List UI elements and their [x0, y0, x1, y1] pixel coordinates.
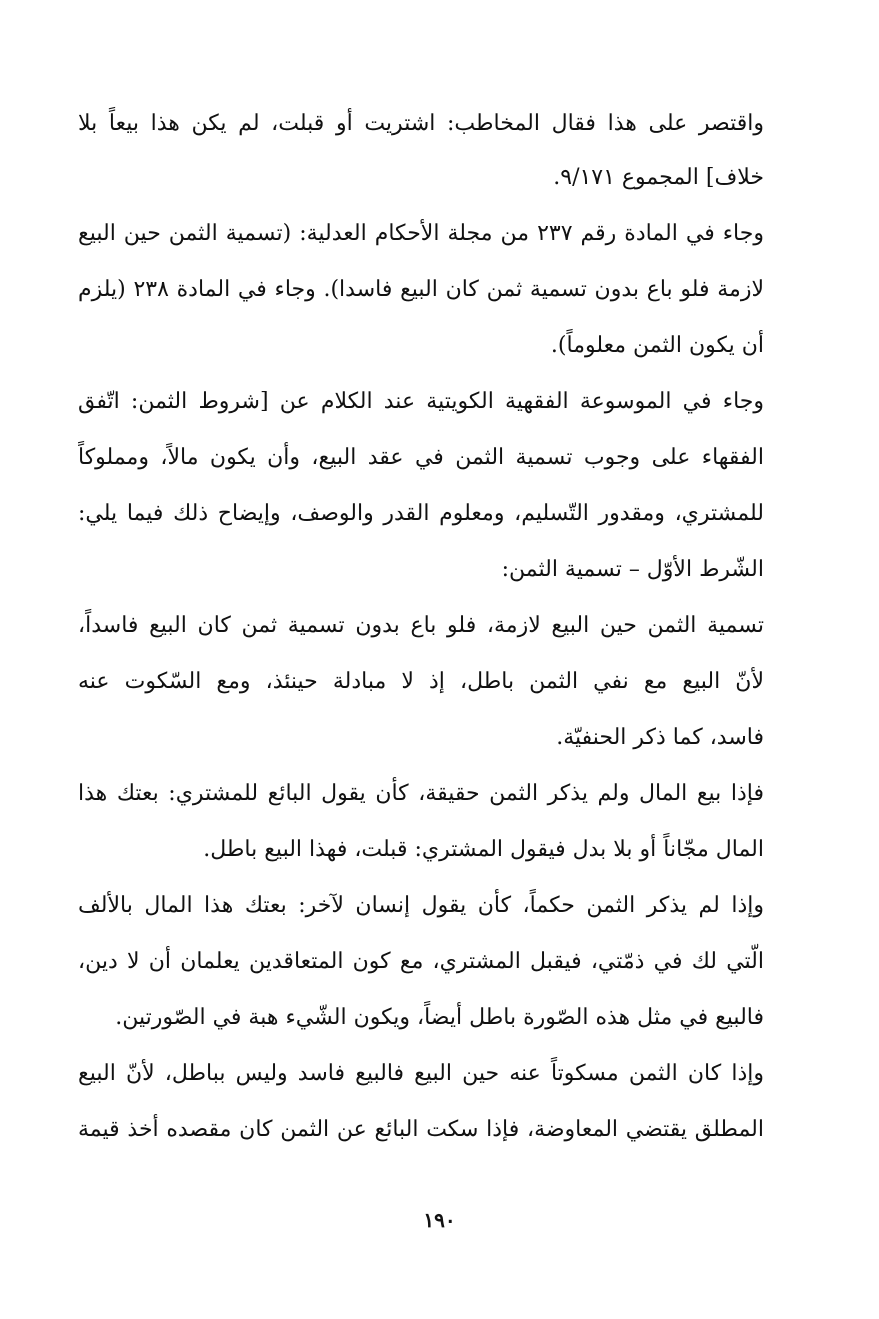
text-line: وإذا كان الثمن مسكوتاً عنه حين البيع فالبيع فاسد وليس بباطل، لأنّ البيع: [78, 1061, 764, 1086]
text-line: واقتصر على هذا فقال المخاطب: اشتريت أو قبلت، لم يكن هذا بيعاً بلا: [78, 111, 764, 136]
paragraph-2: [78, 206, 764, 374]
text-line: فإذا بيع المال ولم يذكر الثمن حقيقة، كأن يقول البائع للمشتري: بعتك هذا: [78, 781, 764, 806]
text-line: الفقهاء على وجوب تسمية الثمن في عقد البيع، وأن يكون مالاً، ومملوكاً: [78, 445, 764, 470]
paragraph-1: [78, 96, 764, 206]
text-line: فاسد، كما ذكر الحنفيّة.: [556, 725, 764, 750]
page-number: ١٩٠: [423, 1208, 456, 1232]
text-line: المال مجّاناً أو بلا بدل فيقول المشتري: قبلت، فهذا البيع باطل.: [203, 837, 764, 862]
paragraph-7: [78, 1046, 764, 1158]
text-line: خلاف] المجموع ٩/١٧١.: [553, 165, 764, 190]
paragraph-5: [78, 766, 764, 878]
text-line: وجاء في المادة رقم ٢٣٧ من مجلة الأحكام العدلية: (تسمية الثمن حين البيع: [78, 221, 764, 246]
text-line: لأنّ البيع مع نفي الثمن باطل، إذ لا مبادلة حينئذ، ومع السّكوت عنه: [78, 669, 764, 694]
text-line: الّتي لك في ذمّتي، فيقبل المشتري، مع كون المتعاقدين يعلمان أن لا دين،: [78, 949, 764, 974]
text-line: فالبيع في مثل هذه الصّورة باطل أيضاً، ويكون الشّيء هبة في الصّورتين.: [115, 1005, 764, 1030]
text-line: لازمة فلو باع بدون تسمية ثمن كان البيع فاسدا). وجاء في المادة ٢٣٨ (يلزم: [78, 277, 764, 302]
paragraph-4: [78, 598, 764, 766]
page-body: [78, 96, 764, 1158]
text-line: وجاء في الموسوعة الفقهية الكويتية عند الكلام عن [شروط الثمن: اتّفق: [78, 389, 764, 414]
section-heading: الشّرط الأوّل – تسمية الثمن:: [501, 557, 764, 582]
text-line: تسمية الثمن حين البيع لازمة، فلو باع بدون تسمية ثمن كان البيع فاسداً،: [78, 613, 764, 638]
text-line: أن يكون الثمن معلوماً).: [550, 333, 764, 358]
text-line: وإذا لم يذكر الثمن حكماً، كأن يقول إنسان لآخر: بعتك هذا المال بالألف: [78, 893, 764, 918]
text-line: للمشتري، ومقدور التّسليم، ومعلوم القدر والوصف، وإيضاح ذلك فيما يلي:: [78, 501, 764, 526]
text-line: المطلق يقتضي المعاوضة، فإذا سكت البائع عن الثمن كان مقصده أخذ قيمة: [78, 1117, 764, 1142]
paragraph-6: [78, 878, 764, 1046]
paragraph-3: [78, 374, 764, 598]
